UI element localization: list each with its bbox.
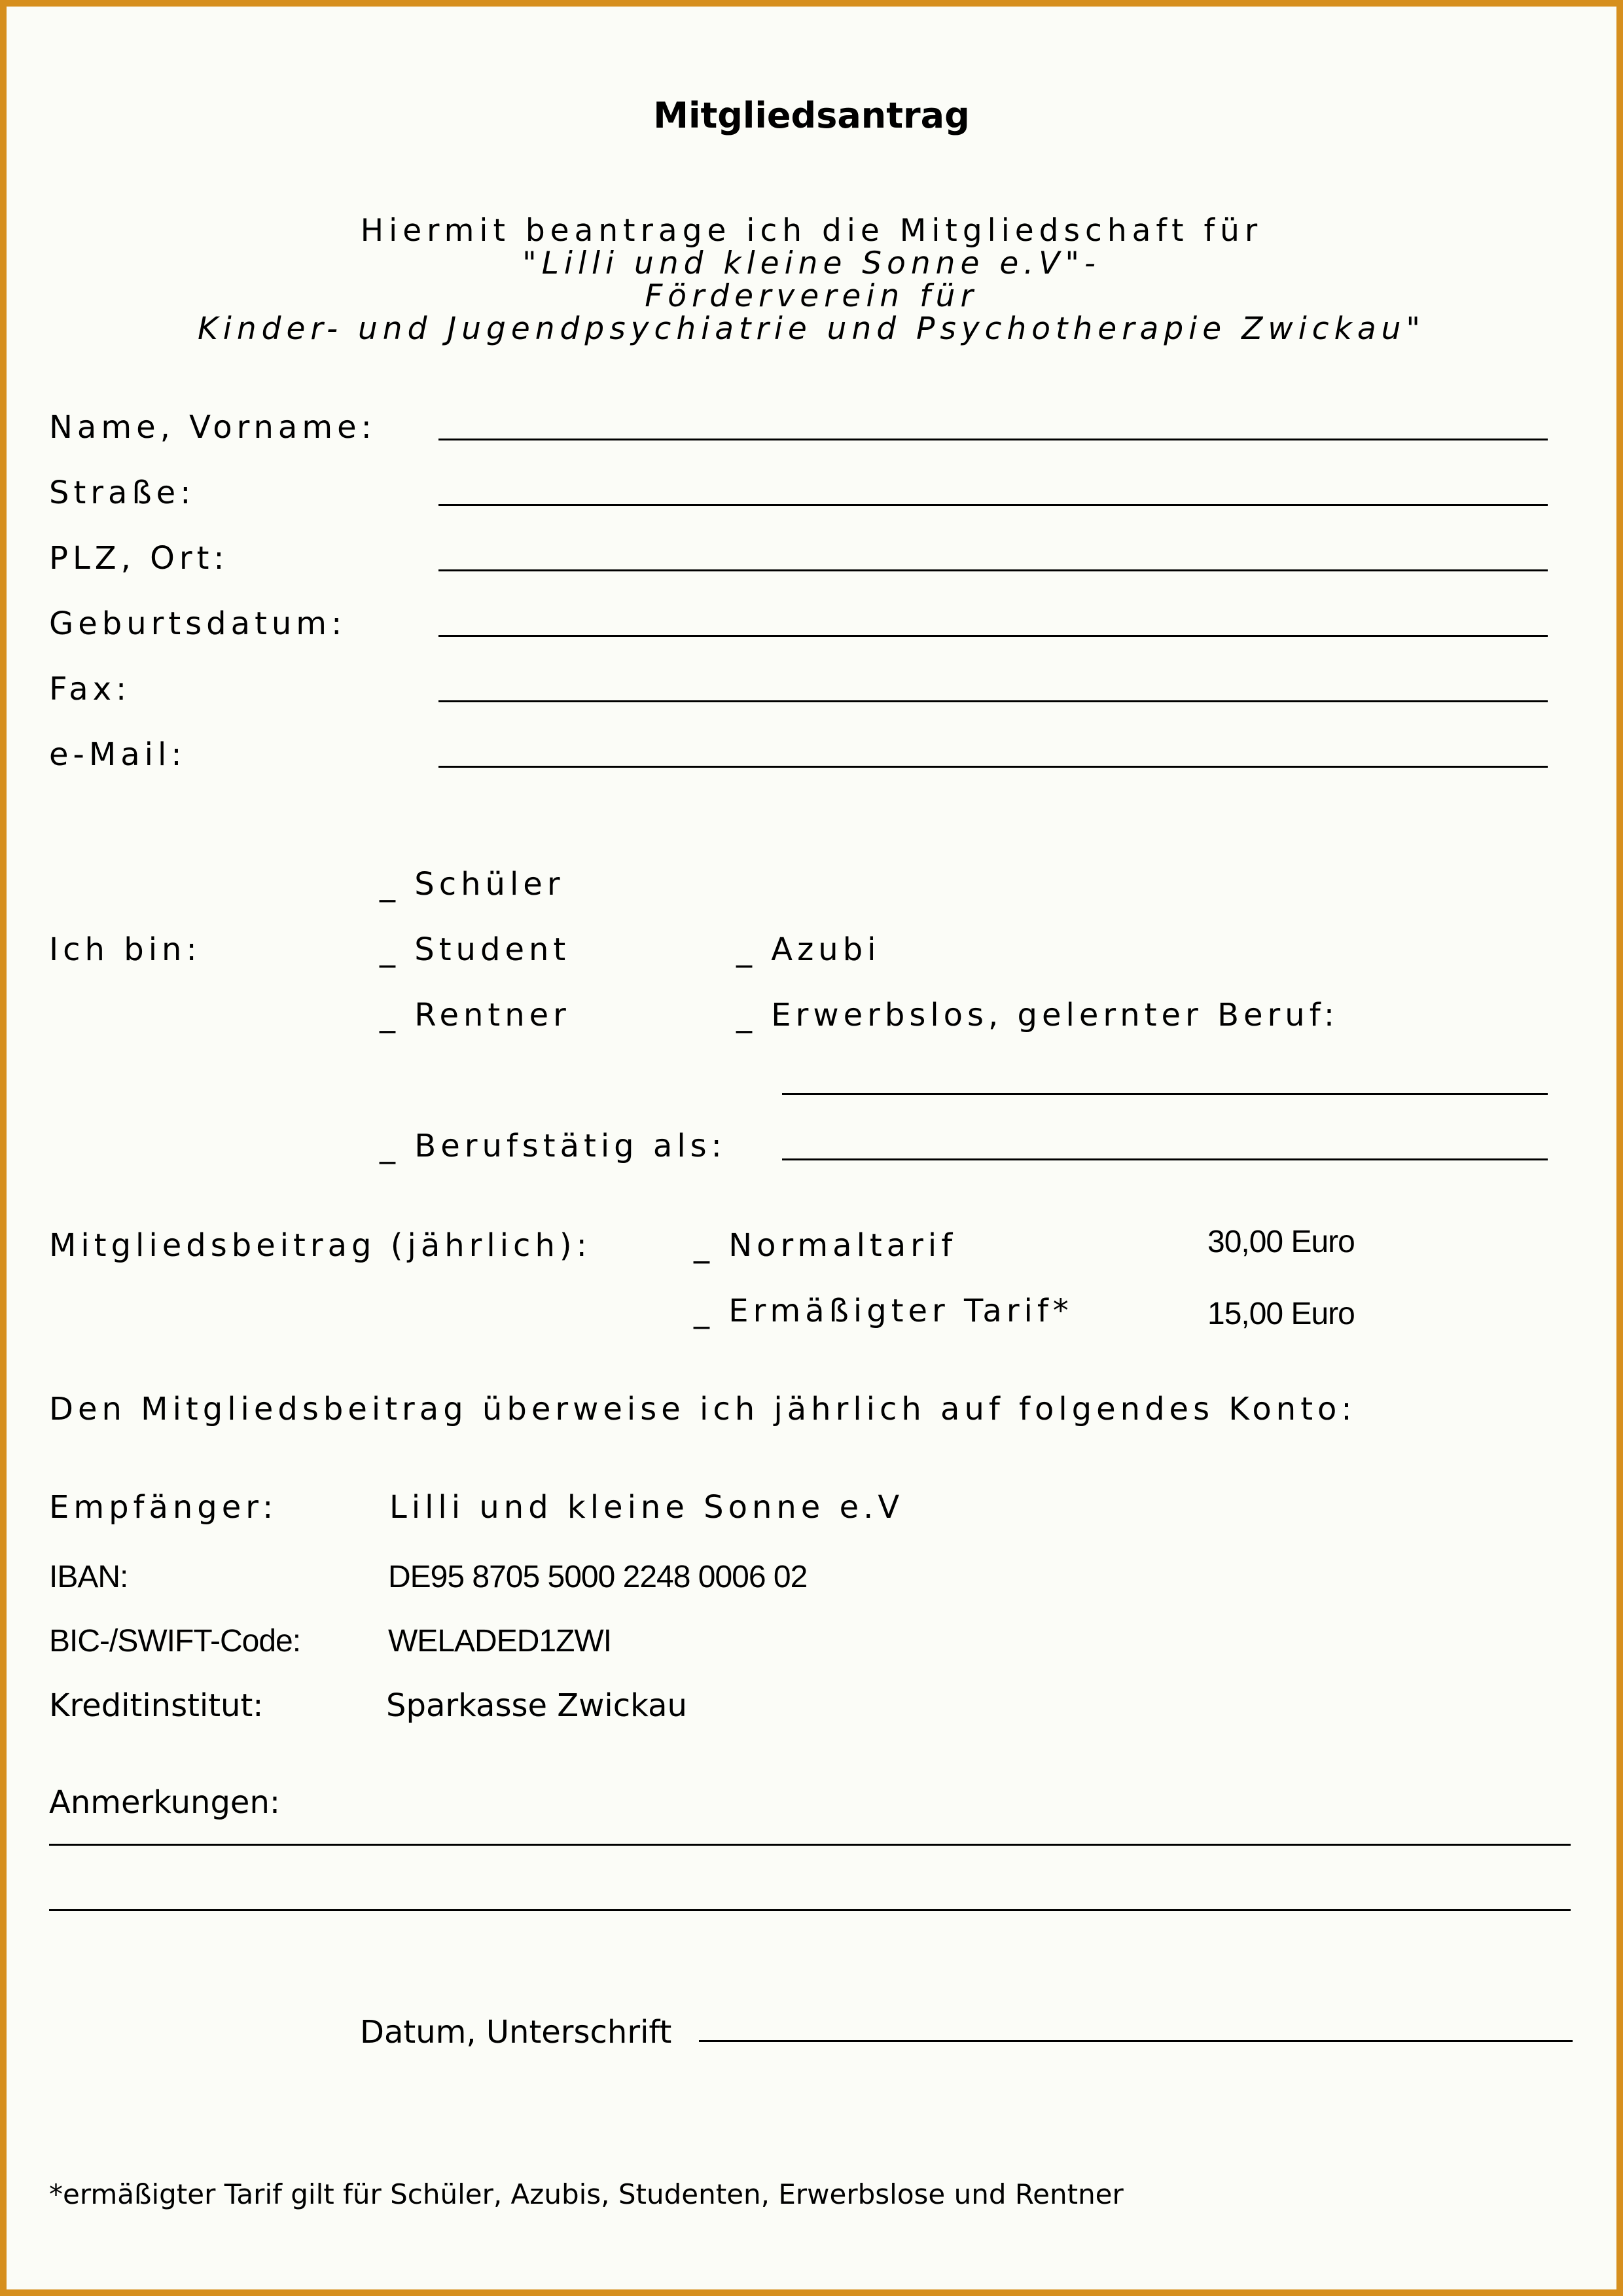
- option-rentner[interactable]: _ Rentner: [380, 997, 571, 1033]
- option-student[interactable]: _ Student: [380, 931, 571, 968]
- status-label: Ich bin:: [49, 931, 202, 968]
- street-label: Straße:: [49, 475, 196, 511]
- option-berufstaetig[interactable]: _ Berufstätig als:: [380, 1128, 726, 1164]
- intro-line-2: "Lilli und kleine Sonne e.V"-: [522, 245, 1101, 281]
- email-input-line[interactable]: [438, 766, 1548, 768]
- remarks-line-2[interactable]: [49, 1909, 1571, 1911]
- signature-label: Datum, Unterschrift: [360, 2014, 672, 2051]
- fax-input-line[interactable]: [438, 700, 1548, 702]
- street-input-line[interactable]: [438, 504, 1548, 506]
- birthdate-input-line[interactable]: [438, 635, 1548, 637]
- city-input-line[interactable]: [438, 569, 1548, 571]
- remarks-line-1[interactable]: [49, 1844, 1571, 1846]
- birthdate-label: Geburtsdatum:: [49, 605, 347, 642]
- page-title: Mitgliedsantrag: [653, 95, 970, 136]
- option-normaltarif[interactable]: _ Normaltarif: [694, 1227, 957, 1264]
- option-erwerbslos[interactable]: _ Erwerbslos, gelernter Beruf:: [736, 997, 1340, 1033]
- intro-line-1: Hiermit beantrage ich die Mitgliedschaft für: [360, 213, 1263, 249]
- signature-line[interactable]: [699, 2040, 1573, 2042]
- transfer-text: Den Mitgliedsbeitrag überweise ich jährlich auf folgendes Konto:: [49, 1391, 1357, 1427]
- iban-label: IBAN:: [49, 1560, 128, 1594]
- intro-line-3: Förderverein für: [645, 278, 978, 314]
- city-label: PLZ, Ort:: [49, 540, 229, 577]
- name-label: Name, Vorname:: [49, 409, 376, 446]
- job-input-line[interactable]: [782, 1158, 1548, 1160]
- option-azubi[interactable]: _ Azubi: [736, 931, 881, 968]
- name-input-line[interactable]: [438, 439, 1548, 440]
- institute-value: Sparkasse Zwickau: [386, 1687, 687, 1724]
- form-sheet: [7, 7, 1616, 2289]
- option-schueler[interactable]: _ Schüler: [380, 866, 565, 903]
- remarks-label: Anmerkungen:: [49, 1784, 281, 1821]
- footnote: *ermäßigter Tarif gilt für Schüler, Azubis, Studenten, Erwerbslose und Rentner: [49, 2178, 1124, 2210]
- bic-value: WELADED1ZWI: [388, 1624, 612, 1659]
- iban-value: DE95 8705 5000 2248 0006 02: [388, 1560, 808, 1594]
- profession-input-line[interactable]: [782, 1093, 1548, 1095]
- bic-label: BIC-/SWIFT-Code:: [49, 1624, 301, 1659]
- reduced-fee-amount: 15,00 Euro: [1207, 1297, 1355, 1331]
- intro-line-4: Kinder- und Jugendpsychiatrie und Psychotherapie Zwickau": [197, 311, 1426, 347]
- fee-label: Mitgliedsbeitrag (jährlich):: [49, 1227, 592, 1264]
- normal-fee-amount: 30,00 Euro: [1207, 1225, 1355, 1259]
- fax-label: Fax:: [49, 671, 132, 708]
- option-reduced-tarif[interactable]: _ Ermäßigter Tarif*: [694, 1293, 1073, 1329]
- recipient-value: Lilli und kleine Sonne e.V: [389, 1489, 904, 1526]
- recipient-label: Empfänger:: [49, 1489, 278, 1526]
- email-label: e-Mail:: [49, 736, 187, 773]
- institute-label: Kreditinstitut:: [49, 1687, 264, 1724]
